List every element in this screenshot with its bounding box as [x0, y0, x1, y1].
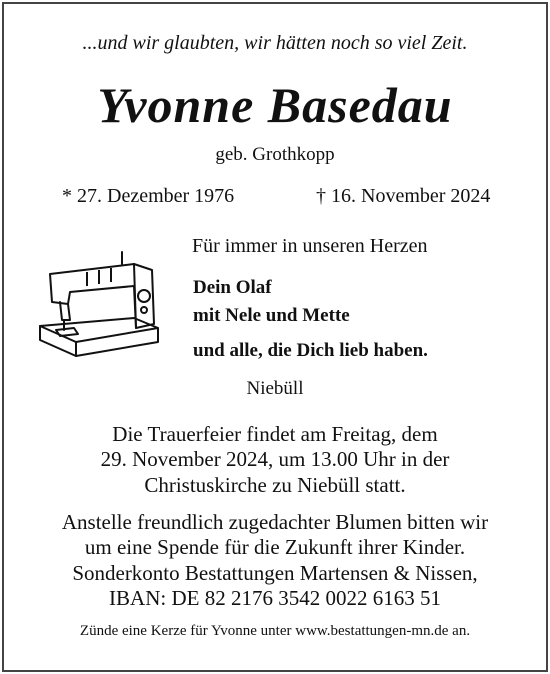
- place-name: Niebüll: [246, 378, 304, 399]
- donation-info-line: Anstelle freundlich zugedachter Blumen bitten wir: [61, 510, 489, 534]
- donation-info-line: IBAN: DE 82 2176 3542 0022 6163 51: [109, 586, 441, 610]
- deceased-name: Yvonne Basedau: [97, 77, 453, 133]
- motto-line: ...und wir glaubten, wir hätten noch so viel Zeit.: [82, 32, 468, 54]
- funeral-info-line: Christuskirche zu Niebüll statt.: [144, 473, 406, 497]
- birth-name: geb. Grothkopp: [215, 144, 335, 165]
- candle-note: Zünde eine Kerze für Yvonne unter www.bestattungen-mn.de an.: [79, 623, 471, 639]
- funeral-info-line: 29. November 2024, um 13.00 Uhr in der: [100, 447, 450, 471]
- mourner-line: Dein Olaf: [193, 277, 272, 298]
- death-date: † 16. November 2024: [316, 185, 491, 207]
- mourner-line: und alle, die Dich lieb haben.: [193, 340, 428, 361]
- birth-date: * 27. Dezember 1976: [62, 185, 235, 207]
- sewing-machine-image: [30, 246, 170, 368]
- forever-line: Für immer in unseren Herzen: [192, 235, 428, 257]
- donation-info-line: Sonderkonto Bestattungen Martensen & Nissen,: [72, 561, 478, 585]
- donation-info-line: um eine Spende für die Zukunft ihrer Kinder.: [84, 535, 466, 559]
- funeral-info-line: Die Trauerfeier findet am Freitag, dem: [112, 422, 438, 446]
- mourner-line: mit Nele und Mette: [193, 305, 350, 326]
